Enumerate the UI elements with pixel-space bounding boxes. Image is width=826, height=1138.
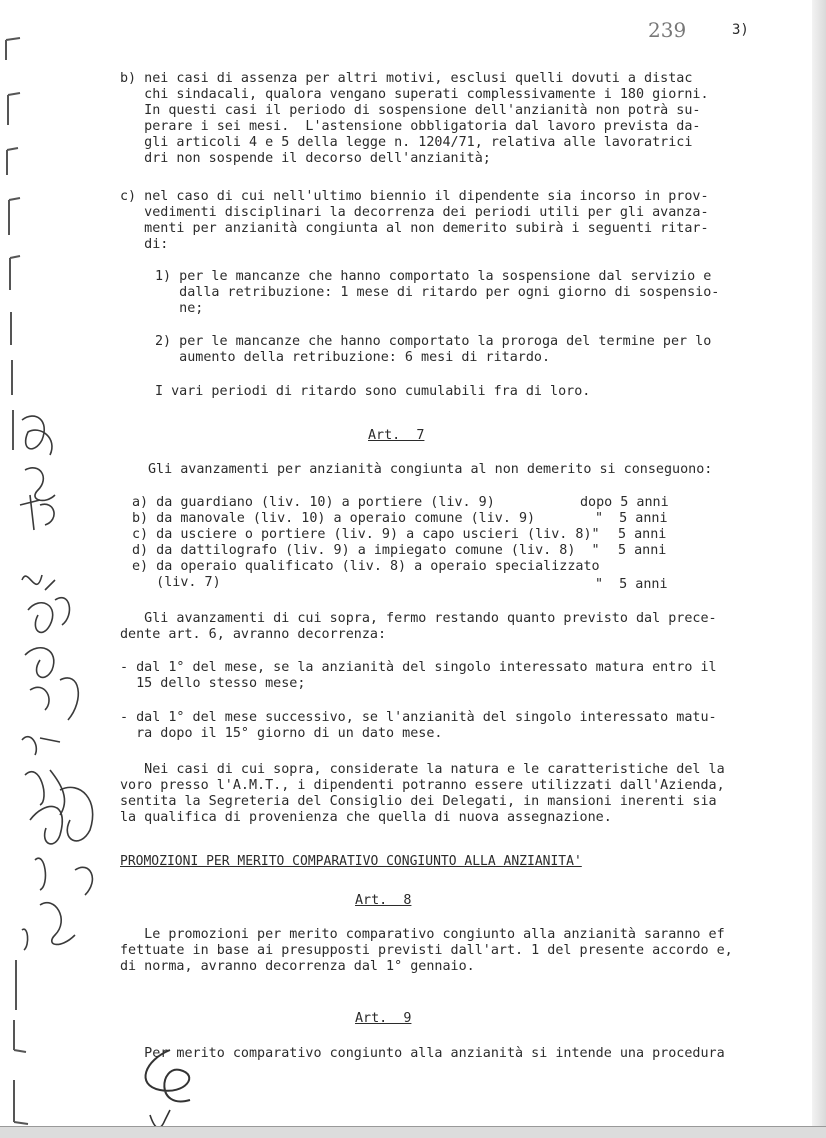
text-line: aumento della retribuzione: 6 mesi di ritardo.	[155, 350, 551, 365]
text-line: 1) per le mancanze che hanno comportato la sospensione dal servizio e	[155, 269, 712, 284]
text-line: sentita la Segreteria del Consiglio dei Delegati, in mansioni inerenti sia	[120, 794, 717, 809]
list-item-text: e) da operaio qualificato (liv. 8) a operaio specializzato	[132, 559, 600, 574]
text-line: In questi casi il periodo di sospensione dell'anzianità non potrà su-	[120, 103, 701, 118]
text-line: ra dopo il 15° giorno di un dato mese.	[120, 726, 443, 741]
text-line: dalla retribuzione: 1 mese di ritardo per ogni giorno di sospensio-	[155, 285, 720, 300]
text-line: Per merito comparativo congiunto alla anzianità si intende una procedura	[120, 1046, 725, 1061]
text-line: - dal 1° del mese, se la anzianità del singolo interessato matura entro il	[120, 660, 717, 675]
list-item-text: d) da dattilografo (liv. 9) a impiegato comune (liv. 8) "	[132, 543, 600, 558]
text-line: chi sindacali, qualora vengano superati complessivamente i 180 giorni.	[120, 87, 709, 102]
text-line: voro presso l'A.M.T., i dipendenti potranno essere utilizzati dall'Azienda,	[120, 778, 725, 793]
section-heading: PROMOZIONI PER MERITO COMPARATIVO CONGIUNTO ALLA ANZIANITA'	[120, 854, 582, 869]
list-item-term: dopo 5 anni	[580, 495, 669, 510]
margin-annotations	[0, 0, 140, 1137]
art-8-heading: Art. 8	[355, 893, 412, 908]
list-item-text: a) da guardiano (liv. 10) a portiere (liv. 9)	[132, 495, 495, 510]
list-item-term: 5 anni	[618, 543, 667, 558]
art-9-heading: Art. 9	[355, 1011, 412, 1026]
text-line: Nei casi di cui sopra, considerate la natura e le caratteristiche del la	[120, 762, 725, 777]
text-line: perare i sei mesi. L'astensione obbligatoria dal lavoro prevista da-	[120, 119, 701, 134]
list-item-term: " 5 anni	[595, 511, 668, 526]
art-7-heading: Art. 7	[368, 428, 425, 443]
list-item-text: (liv. 7)	[132, 575, 221, 590]
art-7-intro: Gli avanzamenti per anzianità congiunta al non demerito si conseguono:	[148, 462, 713, 477]
text-line: c) nel caso di cui nell'ultimo biennio il dipendente sia incorso in prov-	[120, 189, 709, 204]
page-number-marker: 3)	[732, 22, 749, 38]
text-line: 15 dello stesso mese;	[120, 676, 306, 691]
text-line: la qualifica di provenienza che quella di nuova assegnazione.	[120, 810, 612, 825]
page-edge-shadow	[812, 0, 826, 1137]
text-line: menti per anzianità congiunta al non demerito subirà i seguenti ritar-	[120, 221, 709, 236]
scan-bottom-edge	[0, 1126, 826, 1138]
text-line: gli articoli 4 e 5 della legge n. 1204/71, relativa alle lavoratrici	[120, 135, 693, 150]
text-line: ne;	[155, 301, 204, 316]
handwritten-initials	[20, 416, 93, 950]
text-line: Gli avanzamenti di cui sopra, fermo restando quanto previsto dal prece-	[120, 611, 717, 626]
text-line: b) nei casi di assenza per altri motivi, esclusi quelli dovuti a distac	[120, 71, 693, 86]
text-line: dente art. 6, avranno decorrenza:	[120, 627, 387, 642]
list-item-term: " 5 anni	[595, 577, 668, 592]
text-line: di norma, avranno decorrenza dal 1° gennaio.	[120, 959, 475, 974]
list-item-term: 5 anni	[618, 527, 667, 542]
text-line: vedimenti disciplinari la decorrenza dei periodi utili per gli avanza-	[120, 205, 709, 220]
cumulative-note: I vari periodi di ritardo sono cumulabili fra di loro.	[155, 384, 591, 399]
text-line: di:	[120, 237, 169, 252]
handwritten-page-number: 239	[648, 18, 687, 42]
text-line: Le promozioni per merito comparativo congiunto alla anzianità saranno ef	[120, 927, 725, 942]
text-line: dri non sospende il decorso dell'anzianità;	[120, 151, 491, 166]
text-line: - dal 1° del mese successivo, se l'anzianità del singolo interessato matu-	[120, 710, 717, 725]
list-item-text: b) da manovale (liv. 10) a operaio comune (liv. 9)	[132, 511, 536, 526]
text-line: fettuate in base ai presupposti previsti dall'art. 1 del presente accordo e,	[120, 943, 733, 958]
list-item-text: c) da usciere o portiere (liv. 9) a capo uscieri (liv. 8)"	[132, 527, 600, 542]
binding-marks	[6, 38, 28, 1124]
signature-mark	[130, 1040, 210, 1135]
text-line: 2) per le mancanze che hanno comportato la proroga del termine per lo	[155, 334, 712, 349]
